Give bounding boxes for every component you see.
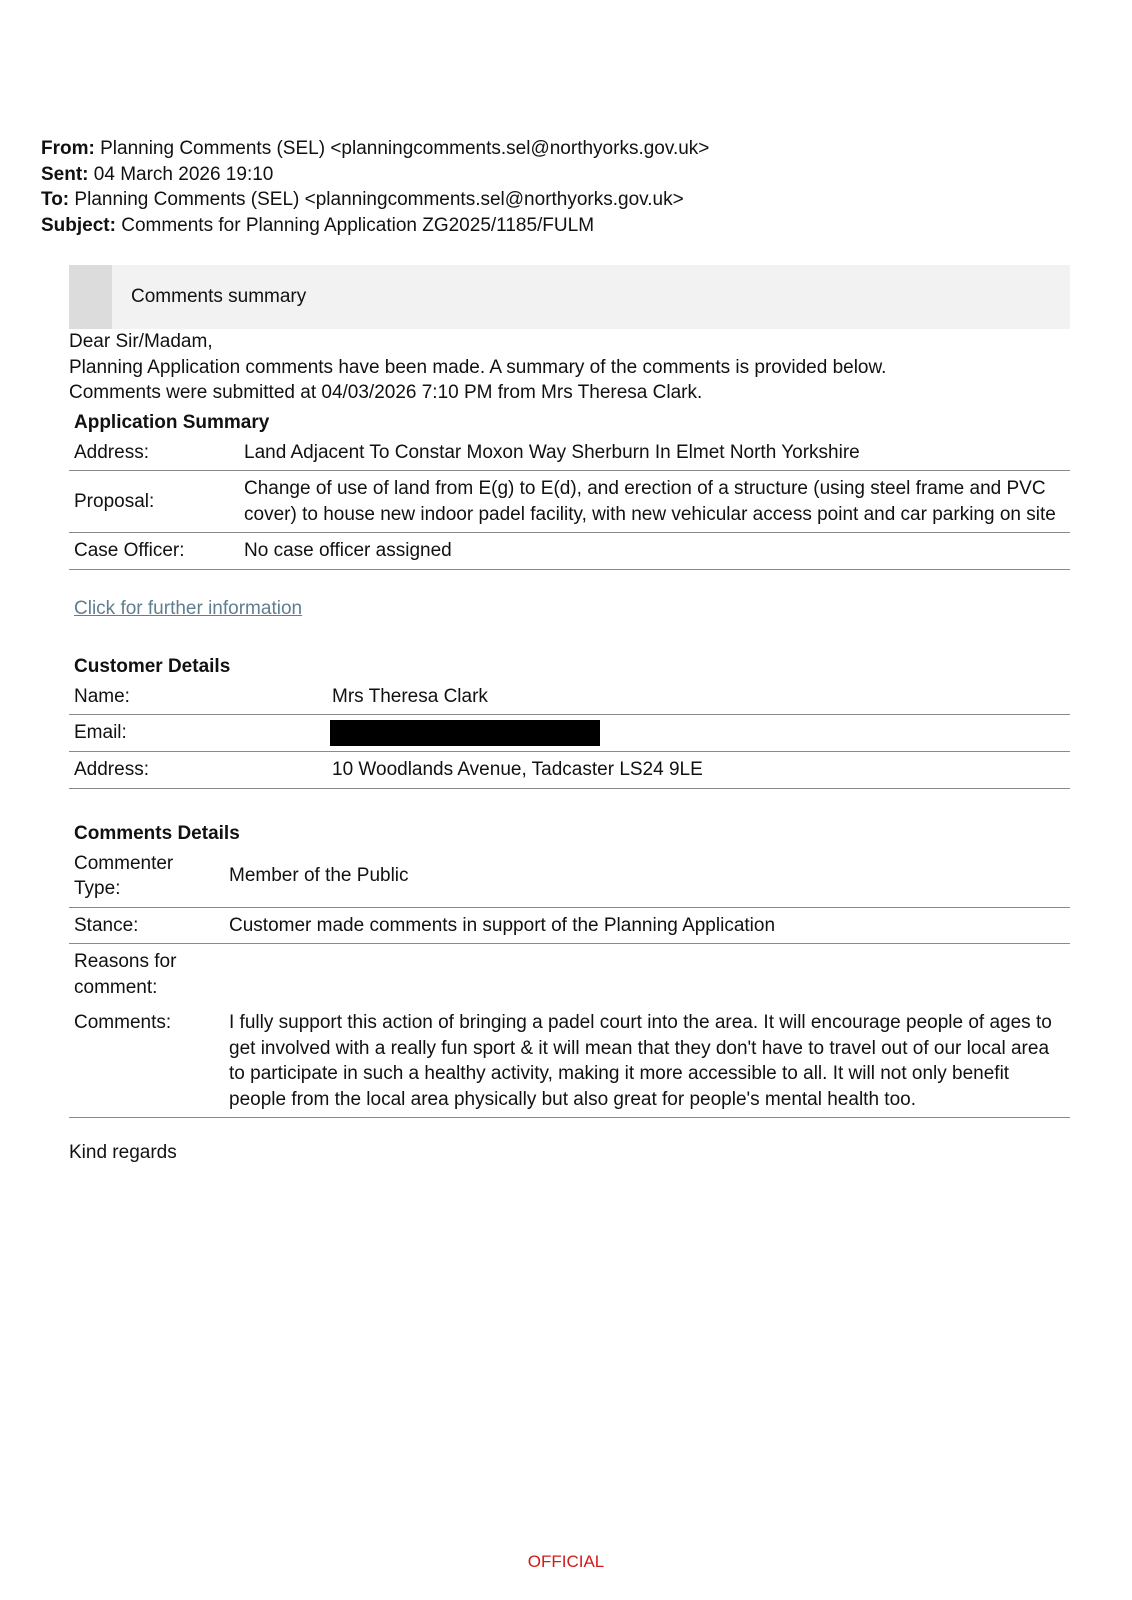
- subject-row: [41, 213, 709, 239]
- stance-label: Stance:: [69, 907, 224, 944]
- to-label: To:: [41, 189, 70, 210]
- greeting: Dear Sir/Madam,: [69, 331, 213, 352]
- banner-title: Comments summary: [131, 286, 307, 307]
- application-summary-title: Application Summary: [74, 411, 270, 433]
- name-label: Name:: [69, 679, 327, 715]
- sent-row: [41, 162, 709, 188]
- to-value: Planning Comments (SEL) <planningcomments.sel@northyorks.gov.uk>: [74, 189, 684, 210]
- intro-text: [69, 329, 1070, 406]
- banner-accent-bar: [69, 265, 112, 329]
- comments-details-table: [69, 846, 1070, 1119]
- customer-address-label: Address:: [69, 752, 327, 789]
- table-row: [69, 533, 1070, 570]
- table-row: [69, 846, 1070, 908]
- intro-line-2: Comments were submitted at 04/03/2026 7:10 PM from Mrs Theresa Clark.: [69, 382, 703, 403]
- comments-value: I fully support this action of bringing a padel court into the area. It will encourage people of ages to get involved with a really fun sport & it will mean that they don't have to travel out of our local area to participate in such a healthy activity, making it more accessible to all. It will not only benefit people from the local area physically but also great for people's mental health too.: [224, 1005, 1070, 1118]
- stance-value: Customer made comments in support of the Planning Application: [224, 907, 1070, 944]
- table-row: [69, 752, 1070, 789]
- table-row: [69, 715, 1070, 752]
- redaction-block: [330, 720, 600, 746]
- reasons-value: [224, 944, 1070, 1006]
- customer-details-table: [69, 679, 1070, 789]
- case-officer-value: No case officer assigned: [239, 533, 1070, 570]
- name-value: Mrs Theresa Clark: [327, 679, 1070, 715]
- comments-details-title: Comments Details: [74, 822, 240, 844]
- to-row: [41, 187, 709, 213]
- email-body: [69, 265, 1070, 1164]
- subject-label: Subject:: [41, 214, 116, 236]
- customer-address-value: 10 Woodlands Avenue, Tadcaster LS24 9LE: [327, 752, 1070, 789]
- table-row: [69, 679, 1070, 715]
- classification-label: OFFICIAL: [527, 1552, 605, 1571]
- sent-label: Sent:: [41, 163, 89, 185]
- email-value: [327, 715, 1070, 752]
- address-value: Land Adjacent To Constar Moxon Way Sherburn In Elmet North Yorkshire: [239, 435, 1070, 471]
- application-summary-table: [69, 435, 1070, 570]
- table-row: [69, 944, 1070, 1006]
- address-label: Address:: [69, 435, 239, 471]
- subject-value: Comments for Planning Application ZG2025/1185/FULM: [121, 214, 595, 236]
- further-information-link[interactable]: Click for further information: [74, 597, 303, 619]
- from-row: [41, 136, 709, 162]
- reasons-label: Reasons for comment:: [74, 951, 177, 998]
- commenter-type-value: Member of the Public: [224, 846, 1070, 908]
- email-label: Email:: [69, 715, 327, 752]
- table-row: [69, 435, 1070, 471]
- signoff: Kind regards: [69, 1142, 177, 1163]
- table-row: [69, 907, 1070, 944]
- table-row: [69, 471, 1070, 533]
- proposal-value: Change of use of land from E(g) to E(d), and erection of a structure (using steel frame and PVC cover) to house new indoor padel facility, with new vehicular access point and car parking on site: [239, 471, 1070, 533]
- comments-label: Comments:: [69, 1005, 224, 1118]
- comments-summary-banner: [69, 265, 1070, 329]
- email-header: [41, 136, 709, 238]
- sent-value: 04 March 2026 19:10: [93, 163, 274, 185]
- table-row: [69, 1005, 1070, 1118]
- commenter-type-label: Commenter Type:: [69, 846, 224, 908]
- from-label: From:: [41, 138, 95, 159]
- case-officer-label: Case Officer:: [69, 533, 239, 570]
- intro-line-1: Planning Application comments have been made. A summary of the comments is provided below.: [69, 356, 887, 378]
- from-value: Planning Comments (SEL) <planningcomments.sel@northyorks.gov.uk>: [100, 138, 710, 159]
- customer-details-title: Customer Details: [74, 655, 231, 677]
- proposal-label: Proposal:: [69, 471, 239, 533]
